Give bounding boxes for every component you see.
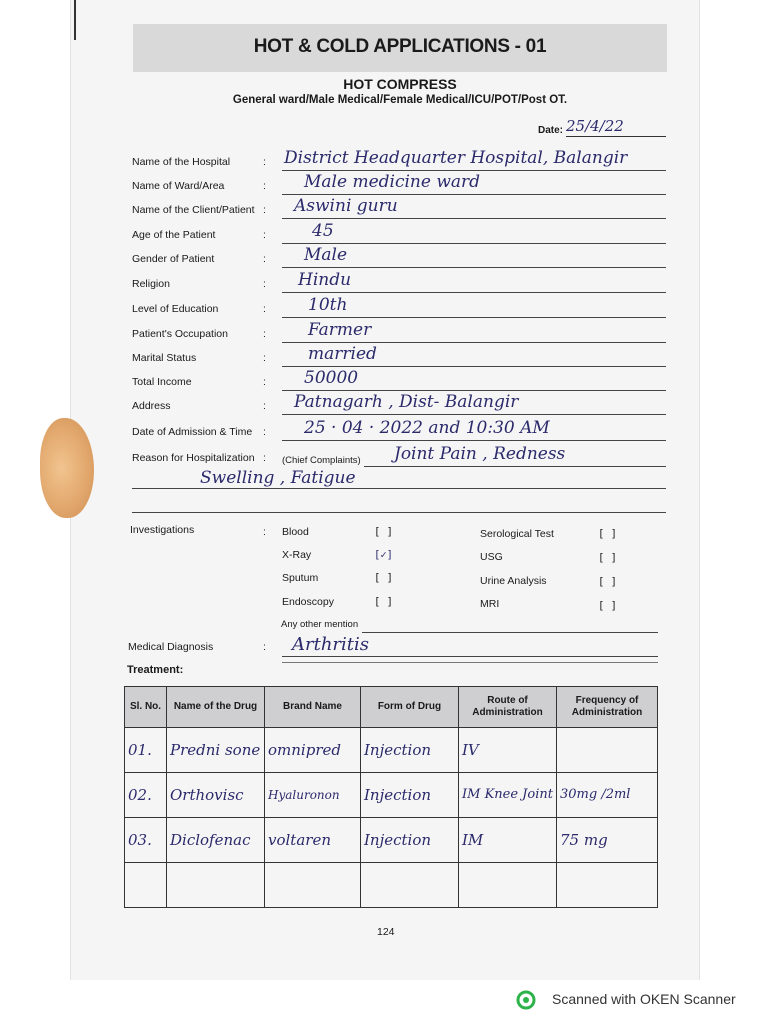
thumb-holding-page — [40, 418, 94, 518]
field-line — [282, 194, 666, 195]
field-line — [282, 440, 666, 441]
field-line — [282, 390, 666, 391]
field-address — [132, 394, 666, 418]
field-label: Name of the Client/Patient — [132, 204, 255, 216]
header-sl-no: Sl. No. — [125, 687, 167, 728]
field-age — [132, 223, 666, 247]
field-label: Reason for Hospitalization — [132, 452, 255, 464]
header-frequency: Frequency of Administration — [557, 687, 658, 728]
field-education — [132, 297, 666, 321]
field-colon: : — [263, 204, 266, 216]
header-drug-name: Name of the Drug — [167, 687, 265, 728]
cell-frequency: 75 mg — [557, 818, 658, 863]
field-colon: : — [263, 278, 266, 290]
field-label: Date of Admission & Time — [132, 426, 253, 438]
cell-frequency — [557, 863, 658, 908]
diagnosis-label: Medical Diagnosis — [128, 641, 214, 653]
cell-form: Injection — [361, 818, 459, 863]
field-label: Address — [132, 400, 171, 412]
cell-form: Injection — [361, 728, 459, 773]
header-form: Form of Drug — [361, 687, 459, 728]
reason-line — [132, 488, 666, 489]
field-value: Farmer — [308, 320, 372, 340]
cell-route: IM Knee Joint — [459, 773, 557, 818]
table-row — [125, 863, 658, 908]
field-value: married — [308, 344, 377, 364]
field-label: Gender of Patient — [132, 253, 215, 265]
checkbox-sputum[interactable]: [ ] — [374, 572, 393, 584]
field-colon: : — [263, 229, 266, 241]
cell-form: Injection — [361, 773, 459, 818]
field-label: Name of Ward/Area — [132, 180, 225, 192]
investigations-colon: : — [263, 526, 266, 538]
field-colon: : — [263, 253, 266, 265]
chief-complaints-label: (Chief Complaints) — [282, 455, 361, 466]
field-label: Total Income — [132, 376, 192, 388]
ward-list: General ward/Male Medical/Female Medical/ICU/POT/Post OT. — [232, 94, 568, 106]
checkbox-serological[interactable]: [ ] — [598, 528, 617, 540]
checkbox-blood[interactable]: [ ] — [374, 526, 393, 538]
cell-brand-name: omnipred — [265, 728, 361, 773]
cell-sl-no — [125, 863, 167, 908]
field-label: Religion — [132, 278, 170, 290]
field-value: Male medicine ward — [304, 172, 481, 192]
field-marital-status — [132, 346, 666, 370]
cell-drug-name — [167, 863, 265, 908]
field-colon: : — [263, 376, 266, 388]
investigation-blood: Blood — [282, 526, 309, 538]
form-title: HOT & COLD APPLICATIONS - 01 — [253, 36, 547, 57]
field-line — [282, 243, 666, 244]
cell-form — [361, 863, 459, 908]
field-value: Joint Pain , Redness — [394, 444, 566, 464]
cell-drug-name: Diclofenac — [167, 818, 265, 863]
other-mention-label: Any other mention — [281, 619, 359, 630]
form-subtitle: HOT COMPRESS — [343, 76, 457, 92]
field-line — [282, 342, 666, 343]
field-ward — [132, 174, 666, 198]
cell-brand-name: Hyaluronon — [265, 773, 361, 818]
cell-route — [459, 863, 557, 908]
field-income — [132, 370, 666, 394]
treatment-table — [124, 686, 658, 908]
checkbox-xray[interactable]: [✓] — [374, 549, 393, 561]
field-line — [282, 292, 666, 293]
field-colon: : — [263, 352, 266, 364]
field-label: Level of Education — [132, 303, 219, 315]
field-line — [282, 170, 666, 171]
field-value: Aswini guru — [294, 196, 398, 216]
date-line — [566, 136, 666, 137]
page-number: 124 — [377, 926, 395, 938]
field-value: 50000 — [304, 368, 359, 388]
diagnosis-colon: : — [263, 641, 266, 653]
field-label: Marital Status — [132, 352, 197, 364]
table-header-row — [125, 687, 658, 728]
field-colon: : — [263, 452, 266, 464]
diagnosis-value: Arthritis — [292, 634, 370, 655]
table-row — [125, 818, 658, 863]
field-value: Male — [304, 245, 348, 265]
field-admission — [132, 420, 666, 444]
field-line — [282, 366, 666, 367]
header-route: Route of Administration — [459, 687, 557, 728]
checkbox-endoscopy[interactable]: [ ] — [374, 596, 393, 608]
field-line — [282, 218, 666, 219]
field-label: Patient's Occupation — [132, 328, 228, 340]
investigation-endoscopy: Endoscopy — [282, 596, 334, 608]
field-gender — [132, 247, 666, 271]
other-mention-line — [362, 632, 658, 633]
field-value: Hindu — [298, 270, 352, 290]
field-patient-name — [132, 198, 666, 222]
cell-drug-name: Predni sone — [167, 728, 265, 773]
field-value: District Headquarter Hospital, Balangir — [284, 148, 628, 168]
diagnosis-line — [282, 656, 658, 657]
field-line — [282, 414, 666, 415]
field-colon: : — [263, 303, 266, 315]
cell-frequency: 30mg /2ml — [557, 773, 658, 818]
field-religion — [132, 272, 666, 296]
field-reason — [132, 446, 666, 470]
field-value: 45 — [312, 221, 334, 241]
investigation-sputum: Sputum — [282, 572, 319, 584]
investigation-xray: X-Ray — [282, 549, 312, 561]
oken-scanner-icon — [516, 990, 536, 1010]
table-row — [125, 728, 658, 773]
field-colon: : — [263, 426, 266, 438]
investigation-serological: Serological Test — [480, 528, 554, 540]
cell-sl-no: 01. — [125, 728, 167, 773]
field-colon: : — [263, 156, 266, 168]
diagnosis-line-2 — [282, 662, 658, 663]
field-occupation — [132, 322, 666, 346]
field-value: 10th — [308, 295, 348, 315]
cell-route: IV — [459, 728, 557, 773]
cell-frequency — [557, 728, 658, 773]
field-colon: : — [263, 328, 266, 340]
date-label: Date: — [538, 125, 564, 136]
cell-route: IM — [459, 818, 557, 863]
table-row — [125, 773, 658, 818]
field-value: Patnagarh , Dist- Balangir — [294, 392, 519, 412]
reason-line — [132, 512, 666, 513]
investigations-label: Investigations — [130, 524, 195, 536]
cell-brand-name — [265, 863, 361, 908]
cell-brand-name: voltaren — [265, 818, 361, 863]
checkbox-urine[interactable]: [ ] — [598, 576, 617, 588]
cell-sl-no: 02. — [125, 773, 167, 818]
field-colon: : — [263, 180, 266, 192]
binding-edge — [74, 0, 76, 40]
field-line — [282, 317, 666, 318]
cell-drug-name: Orthovisc — [167, 773, 265, 818]
date-value: 25/4/22 — [566, 117, 624, 135]
reason-continuation: Swelling , Fatigue — [200, 468, 356, 488]
checkbox-usg[interactable]: [ ] — [598, 552, 617, 564]
investigation-urine: Urine Analysis — [480, 575, 547, 587]
scanner-watermark: Scanned with OKEN Scanner — [552, 991, 736, 1007]
checkbox-mri[interactable]: [ ] — [598, 600, 617, 612]
field-line — [282, 267, 666, 268]
investigation-usg: USG — [480, 551, 503, 563]
field-value: 25 · 04 · 2022 and 10:30 AM — [304, 418, 550, 438]
header-brand-name: Brand Name — [265, 687, 361, 728]
investigation-mri: MRI — [480, 598, 500, 610]
field-hospital — [132, 150, 666, 174]
treatment-label: Treatment: — [127, 664, 184, 676]
field-label: Age of the Patient — [132, 229, 216, 241]
field-line — [364, 466, 666, 467]
cell-sl-no: 03. — [125, 818, 167, 863]
field-colon: : — [263, 400, 266, 412]
field-label: Name of the Hospital — [132, 156, 231, 168]
